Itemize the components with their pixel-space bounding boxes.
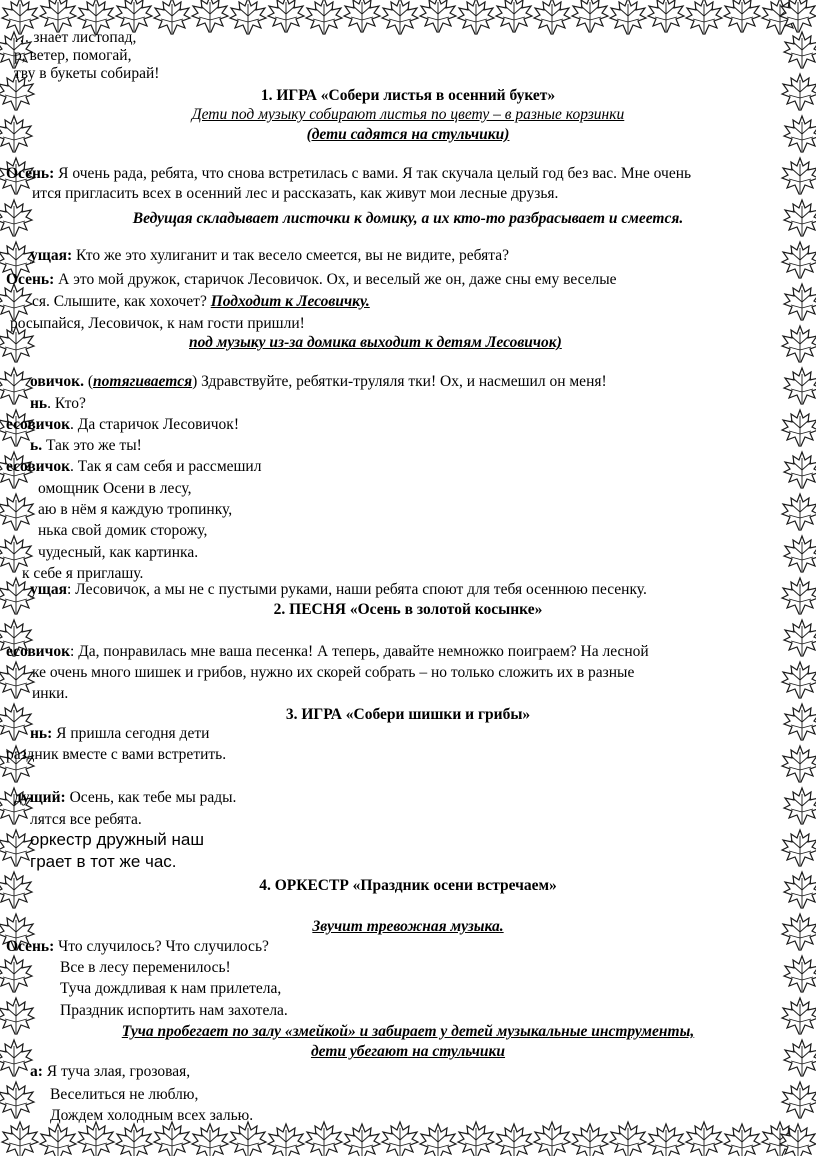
verse-line: раздник вместе с вами встретить.: [6, 746, 227, 763]
verse-line: оркестр дружный наш: [30, 830, 205, 849]
verse-line: чудесный, как картинка.: [38, 544, 199, 561]
stage-direction: Ведущая складывает листочки к домику, а их кто-то разбрасывает и смеется.: [132, 210, 684, 227]
speaker-name: Осень:: [6, 938, 55, 955]
dialogue-line: ится пригласить всех в осенний лес и рассказать, как живут мои лесные друзья.: [32, 185, 559, 202]
speaker-name: ь.: [30, 437, 43, 454]
dialogue-text: Кто же это хулиганит и так весело смеется, вы не видите, ребята?: [72, 247, 510, 264]
dialogue-text: Осень, как тебе мы рады.: [65, 789, 237, 806]
verse-line: Дождем холодным всех залью.: [50, 1107, 254, 1124]
dialogue-line: [30, 246, 509, 265]
stage-direction: Туча пробегает по залу «змейкой» и забирает у детей музыкальные инструменты,: [121, 1023, 695, 1040]
dialogue-text: ) Здравствуйте, ребятки-труляля тки! Ох, и насмешил он меня!: [192, 373, 607, 390]
dialogue-line: овичок. (потягивается) Здравствуйте, ребятки-труляля тки! Ох, и насмешил он меня!: [30, 373, 607, 390]
verse-line: Веселиться не люблю,: [50, 1086, 199, 1103]
dialogue-line: [6, 642, 649, 661]
verse-line: Все в лесу переменилось!: [60, 959, 231, 976]
stage-direction: Звучит тревожная музыка.: [312, 918, 504, 935]
dialogue-line: инки.: [32, 685, 69, 702]
speaker-name: Осень:: [6, 271, 55, 288]
dialogue-text: ся. Слышите, как хохочет?: [32, 293, 211, 310]
dialogue-line: [30, 436, 142, 455]
section-heading: 1. ИГРА «Собери листья в осенний букет»: [260, 87, 556, 104]
dialogue-line: [6, 415, 239, 434]
dialogue-line: [6, 937, 269, 956]
dialogue-text: . Так я сам себя и рассмешил: [70, 458, 262, 475]
stage-direction: Дети под музыку собирают листья по цвету – в разные корзинки: [191, 106, 625, 123]
stage-direction-inline: потягивается: [93, 373, 193, 390]
dialogue-line: [30, 724, 209, 743]
verse-line: р, ветер, помогай,: [14, 47, 132, 64]
speaker-name: а:: [30, 1063, 43, 1080]
speaker-name: ущая:: [30, 247, 73, 264]
speaker-name: нь: [30, 395, 48, 412]
dialogue-text: Что случилось? Что случилось?: [54, 938, 269, 955]
dialogue-line: [30, 580, 647, 599]
dialogue-line: [30, 394, 86, 413]
speaker-name: дущий:: [14, 789, 66, 806]
dialogue-text: Я пришла сегодня дети: [52, 725, 210, 742]
dialogue-line: [6, 164, 778, 183]
speaker-name: овичок.: [30, 373, 84, 390]
dialogue-text: . Да старичок Лесовичок!: [70, 416, 239, 433]
stage-direction: (дети садятся на стульчики): [306, 126, 510, 143]
speaker-name: ущая: [30, 581, 67, 598]
dialogue-text: Я туча злая, грозовая,: [42, 1063, 191, 1080]
section-heading: 2. ПЕСНЯ «Осень в золотой косынке»: [273, 601, 543, 618]
speaker-name: Осень:: [6, 165, 55, 182]
dialogue-text: А это мой дружок, старичок Лесовичок. Ох, и веселый же он, даже сны ему веселые: [54, 271, 617, 288]
dialogue-line: [30, 1062, 190, 1081]
section-heading: 3. ИГРА «Собери шишки и грибы»: [285, 706, 531, 723]
dialogue-line: [32, 292, 370, 311]
dialogue-text: : Лесовичок, а мы не с пустыми руками, наши ребята споют для тебя осеннюю песенку.: [66, 581, 647, 598]
section-heading: 4. ОРКЕСТР «Праздник осени встречаем»: [259, 877, 557, 894]
verse-line: Праздник испортить нам захотела.: [60, 1002, 288, 1019]
verse-line: грает в тот же час.: [30, 852, 177, 871]
dialogue-text: : Да, понравилась мне ваша песенка! А теперь, давайте немножко поиграем? На лесной: [70, 643, 649, 660]
dialogue-line: [14, 788, 236, 807]
dialogue-line: [6, 457, 261, 476]
dialogue-line: ке очень много шишек и грибов, нужно их скорей собрать – но только сложить их в разные: [32, 664, 635, 681]
dialogue-line: росыпайся, Лесовичок, к нам гости пришли!: [10, 315, 305, 332]
dialogue-text: Я очень рада, ребята, что снова встретилась с вами. Я так скучала целый год без вас. Мне очень: [54, 165, 692, 182]
speaker-name: есовичок: [6, 458, 71, 475]
stage-direction: дети убегают на стульчики: [310, 1043, 506, 1060]
speaker-name: нь:: [30, 725, 53, 742]
dialogue-line: [6, 270, 617, 289]
verse-line: тву в букеты собирай!: [14, 65, 160, 82]
dialogue-text: . Кто?: [47, 395, 86, 412]
verse-line: к себе я приглашу.: [22, 565, 144, 582]
verse-line: … знает листопад,: [14, 29, 137, 46]
verse-line: Туча дождливая к нам прилетела,: [60, 980, 282, 997]
stage-direction: под музыку из-за домика выходит к детям Лесовичок): [189, 334, 562, 351]
verse-line: омощник Осени в лесу,: [38, 480, 192, 497]
stage-direction-inline: Подходит к Лесовичку.: [210, 293, 370, 310]
dialogue-text: Так это же ты!: [42, 437, 142, 454]
verse-line: нька свой домик сторожу,: [38, 522, 208, 539]
speaker-name: есовичок: [6, 416, 71, 433]
speaker-name: есовичок: [6, 643, 71, 660]
verse-line: аю в нём я каждую тропинку,: [38, 501, 233, 518]
verse-line: лятся все ребята.: [30, 811, 142, 828]
